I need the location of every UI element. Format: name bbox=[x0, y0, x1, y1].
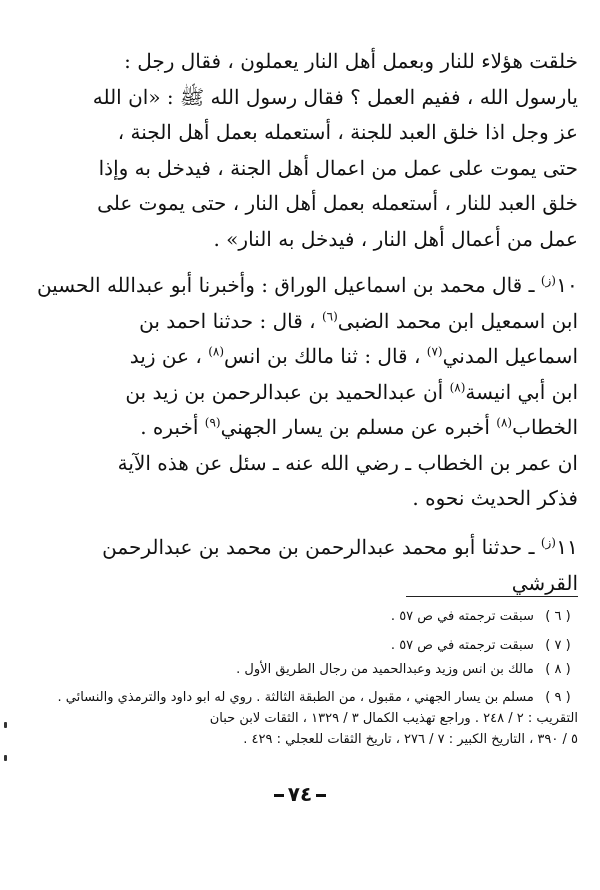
scan-mark bbox=[4, 722, 7, 728]
footnote-number: ( ٧ ) bbox=[545, 638, 571, 653]
footnote-number: ( ٦ ) bbox=[545, 609, 571, 624]
footnote-ref: (٩) bbox=[204, 415, 221, 430]
text-segment: ابن أبي انيسة bbox=[465, 379, 578, 404]
footnote-7 bbox=[30, 635, 578, 656]
text-segment: ، قال : ثنا مالك بن انس bbox=[224, 344, 421, 368]
text-line: فذكر الحديث نحوه . bbox=[412, 486, 578, 510]
footnote-text: مالك بن انس وزيد وعبدالحميد من رجال الطريق الأول . bbox=[236, 662, 534, 677]
footnote-6 bbox=[30, 606, 578, 627]
text-line bbox=[30, 339, 578, 375]
footnote-text: سبقت ترجمته في ص ٥٧ . bbox=[390, 609, 534, 624]
footnote-text-continuation: التقريب : ٢ / ٢٤٨ . وراجع تهذيب الكمال ٣ / ١٣٢٩ ، الثقات لابن حبان bbox=[209, 711, 578, 726]
paragraph-hadith-10 bbox=[30, 268, 578, 517]
footnote-ref: (٨) bbox=[208, 344, 225, 359]
text-line: حتى يموت على عمل من اعمال أهل الجنة ، فيدخل به وإذا bbox=[98, 155, 578, 180]
hadith-marker: (ز) bbox=[540, 535, 556, 550]
text-line: عمل من أعمال أهل النار ، فيدخل به النار» . bbox=[213, 226, 578, 251]
footnote-number: ( ٩ ) bbox=[545, 690, 571, 705]
footnote-text: مسلم بن يسار الجهني ، مقبول ، من الطبقة الثالثة . روي له ابو داود والترمذي والنسائي . bbox=[57, 690, 534, 705]
text-segment: ـ حدثنا أبو محمد عبدالرحمن بن محمد بن عبدالرحمن القرشي bbox=[102, 535, 578, 595]
text-segment: أخبره . bbox=[140, 415, 199, 439]
text-line: خلقت هؤلاء للنار وبعمل أهل النار يعملون ، فقال رجل : bbox=[124, 49, 578, 73]
text-line bbox=[30, 268, 578, 304]
text-line bbox=[30, 530, 578, 601]
text-line bbox=[30, 410, 578, 446]
hadith-number: ١٠ bbox=[556, 273, 578, 297]
footnote-ref: (٨) bbox=[496, 415, 513, 430]
text-segment: أن عبدالحميد بن عبدالرحمن بن زيد بن bbox=[125, 379, 444, 404]
hadith-marker: (ز) bbox=[540, 273, 556, 288]
text-segment: ، قال : حدثنا احمد بن bbox=[139, 308, 316, 333]
footnote-9 bbox=[30, 687, 578, 750]
text-line bbox=[30, 375, 578, 411]
footnote-number: ( ٨ ) bbox=[545, 662, 571, 677]
page bbox=[30, 0, 578, 890]
footnote-text: سبقت ترجمته في ص ٥٧ . bbox=[390, 638, 534, 653]
text-line: يارسول الله ، ففيم العمل ؟ فقال رسول الله ﷺ : «ان الله bbox=[92, 84, 578, 109]
paragraph-hadith-11 bbox=[30, 530, 578, 601]
text-segment: اسماعيل المدني bbox=[442, 344, 578, 368]
text-segment: الخطاب bbox=[512, 415, 578, 439]
text-segment: أخبره عن مسلم بن يسار الجهني bbox=[220, 415, 490, 439]
text-line: ان عمر بن الخطاب ـ رضي الله عنه ـ سئل عن هذه الآية bbox=[117, 450, 578, 475]
footnote-ref: (٨) bbox=[449, 379, 466, 394]
hadith-number: ١١ bbox=[556, 535, 578, 559]
text-line: خلق العبد للنار ، أستعمله بعمل أهل النار ، حتى يموت على bbox=[97, 191, 578, 215]
text-line bbox=[30, 304, 578, 340]
footnote-8 bbox=[30, 659, 578, 680]
footnote-separator bbox=[406, 596, 578, 597]
footnote-ref: (٦) bbox=[321, 308, 338, 323]
text-line: عز وجل اذا خلق العبد للجنة ، أستعمله بعمل أهل الجنة ، bbox=[117, 120, 578, 144]
footnote-ref: (٧) bbox=[426, 344, 443, 359]
text-segment: ابن اسمعيل ابن محمد الضبى bbox=[337, 308, 578, 333]
footnote-text-continuation: ٥ / ٣٩٠ ، التاريخ الكبير : ٧ / ٢٧٦ ، تاريخ الثقات للعجلي : ٤٢٩ . bbox=[243, 732, 578, 747]
paragraph-hadith-continuation bbox=[30, 44, 578, 257]
text-segment: ، عن زيد bbox=[129, 344, 202, 368]
page-number: ٧٤ bbox=[0, 782, 600, 806]
text-segment: ـ قال محمد بن اسماعيل الوراق : وأخبرنا أبو عبدالله الحسين bbox=[36, 273, 535, 297]
scan-mark bbox=[4, 755, 7, 761]
